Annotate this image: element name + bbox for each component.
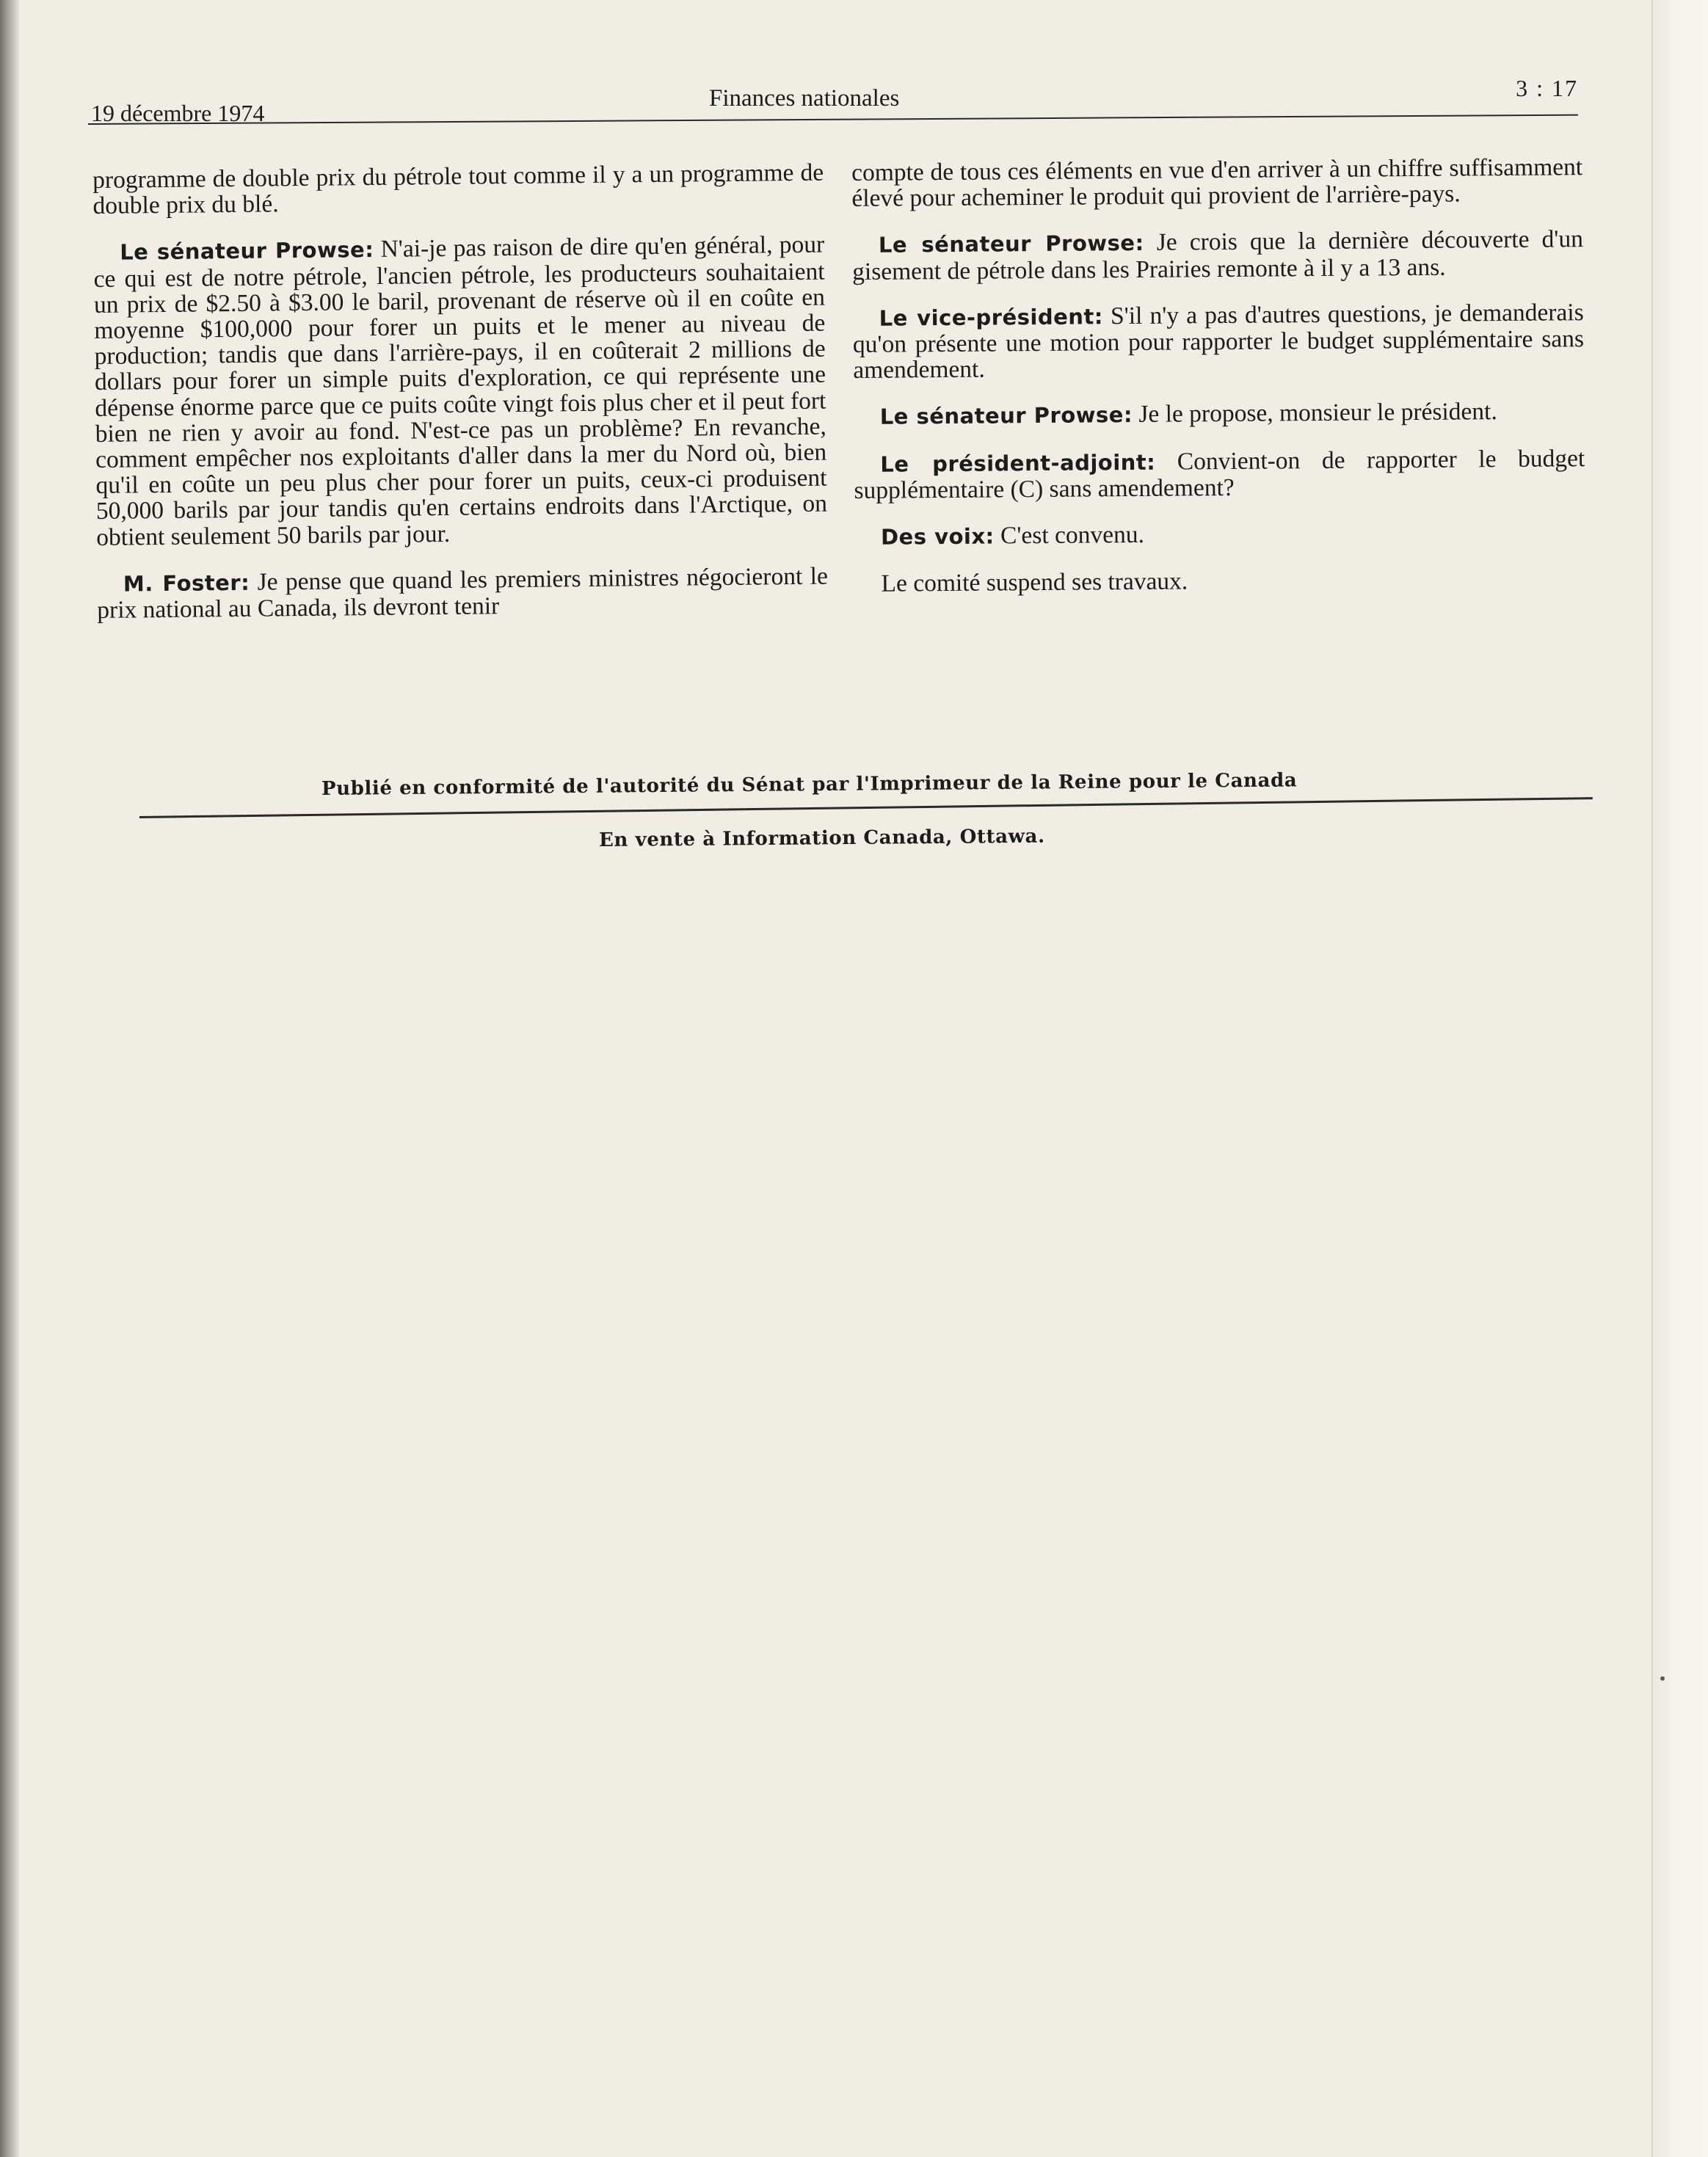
paragraph-text: programme de double prix du pétrole tout comme il y a un programme de double prix du blé. [92,159,824,220]
header-rule [88,114,1578,125]
paragraph [854,445,1585,503]
imprint-rule [139,797,1593,818]
paragraph-text: N'ai-je pas raison de dire qu'en général, pour ce qui est de notre pétrole, l'ancien pétrole, les producteurs souhaitaient un prix de $2.50 à $3.00 le baril, provenant de réserve où il en coûte en moyenne $100,000 pour forer un puits et le mener au niveau de production; tandis que dans l'arrière-pays, il en coûterait 2 millions de dollars pour forer un simple puits d'exploration, ce qui représente une dépense énorme parce que ce puits coûte vingt fois plus cher et il peut fort bien ne rien y avoir au fond. N'est-ce pas un problème? En revanche, comment empêcher nos exploitants d'aller dans la mer du Nord où, bien qu'il en coûte un peu plus cher pour forer un puits, ceux-ci produisent 50,000 barils par jour tandis qu'en certains endroits dans l'Arctique, on obtient seulement 50 barils par jour. [93,230,828,551]
paragraph [851,154,1583,211]
imprint-sales-note: En vente à Information Canada, Ottawa. [598,825,1045,851]
paragraph [853,299,1585,383]
paragraph [854,565,1585,597]
speaker-name: Le président-adjoint: [880,449,1156,477]
header-date: 19 décembre 1974 [91,100,265,126]
speaker-name: Le sénateur Prowse: [120,237,374,266]
paragraph [854,399,1585,431]
paragraph [93,232,827,550]
paragraph-text: Je pense que quand les premiers ministres négocieront le prix national au Canada, ils devront tenir [97,562,829,625]
paragraph [854,518,1585,550]
running-head [88,75,1578,126]
page-number: 3 : 17 [1516,75,1578,101]
page-binding-shadow [0,0,19,2157]
paper-speck [1660,1676,1665,1681]
imprint-block [139,769,1593,866]
paragraph [92,160,824,219]
speaker-name: Le vice-président: [879,304,1104,331]
speaker-name: Le sénateur Prowse: [879,402,1133,430]
imprint-statement: Publié en conformité de l'autorité du Sénat par l'Imprimeur de la Reine pour le Canada [321,769,1298,800]
page-right-margin [1651,0,1708,2157]
paragraph [852,227,1584,285]
paragraph-text: Convient-on de rapporter le budget supplémentaire (C) sans amendement? [854,444,1585,504]
paragraph-text: S'il n'y a pas d'autres questions, je demanderais qu'on présente une motion pour rapporter le budget supplémentaire sans amendement. [852,298,1585,385]
right-column [851,154,1586,617]
left-column [92,160,829,644]
paragraph-text: compte de tous ces éléments en vue d'en arriver à un chiffre suffisamment élevé pour acheminer le produit qui provient de l'arrière-pays. [851,153,1583,213]
speaker-name: M. Foster: [123,570,250,597]
speaker-name: Des voix: [880,523,995,550]
paragraph-text: Le comité suspend ses travaux. [881,567,1188,597]
paragraph-text: Je le propose, monsieur le président. [1132,398,1497,429]
paragraph-text: Je crois que la dernière découverte d'un gisement de pétrole dans les Prairies remonte à il y a 13 ans. [852,225,1584,285]
header-title: Finances nationales [709,85,900,112]
paragraph-text: C'est convenu. [994,520,1145,550]
paragraph [97,563,829,623]
speaker-name: Le sénateur Prowse: [878,230,1144,258]
